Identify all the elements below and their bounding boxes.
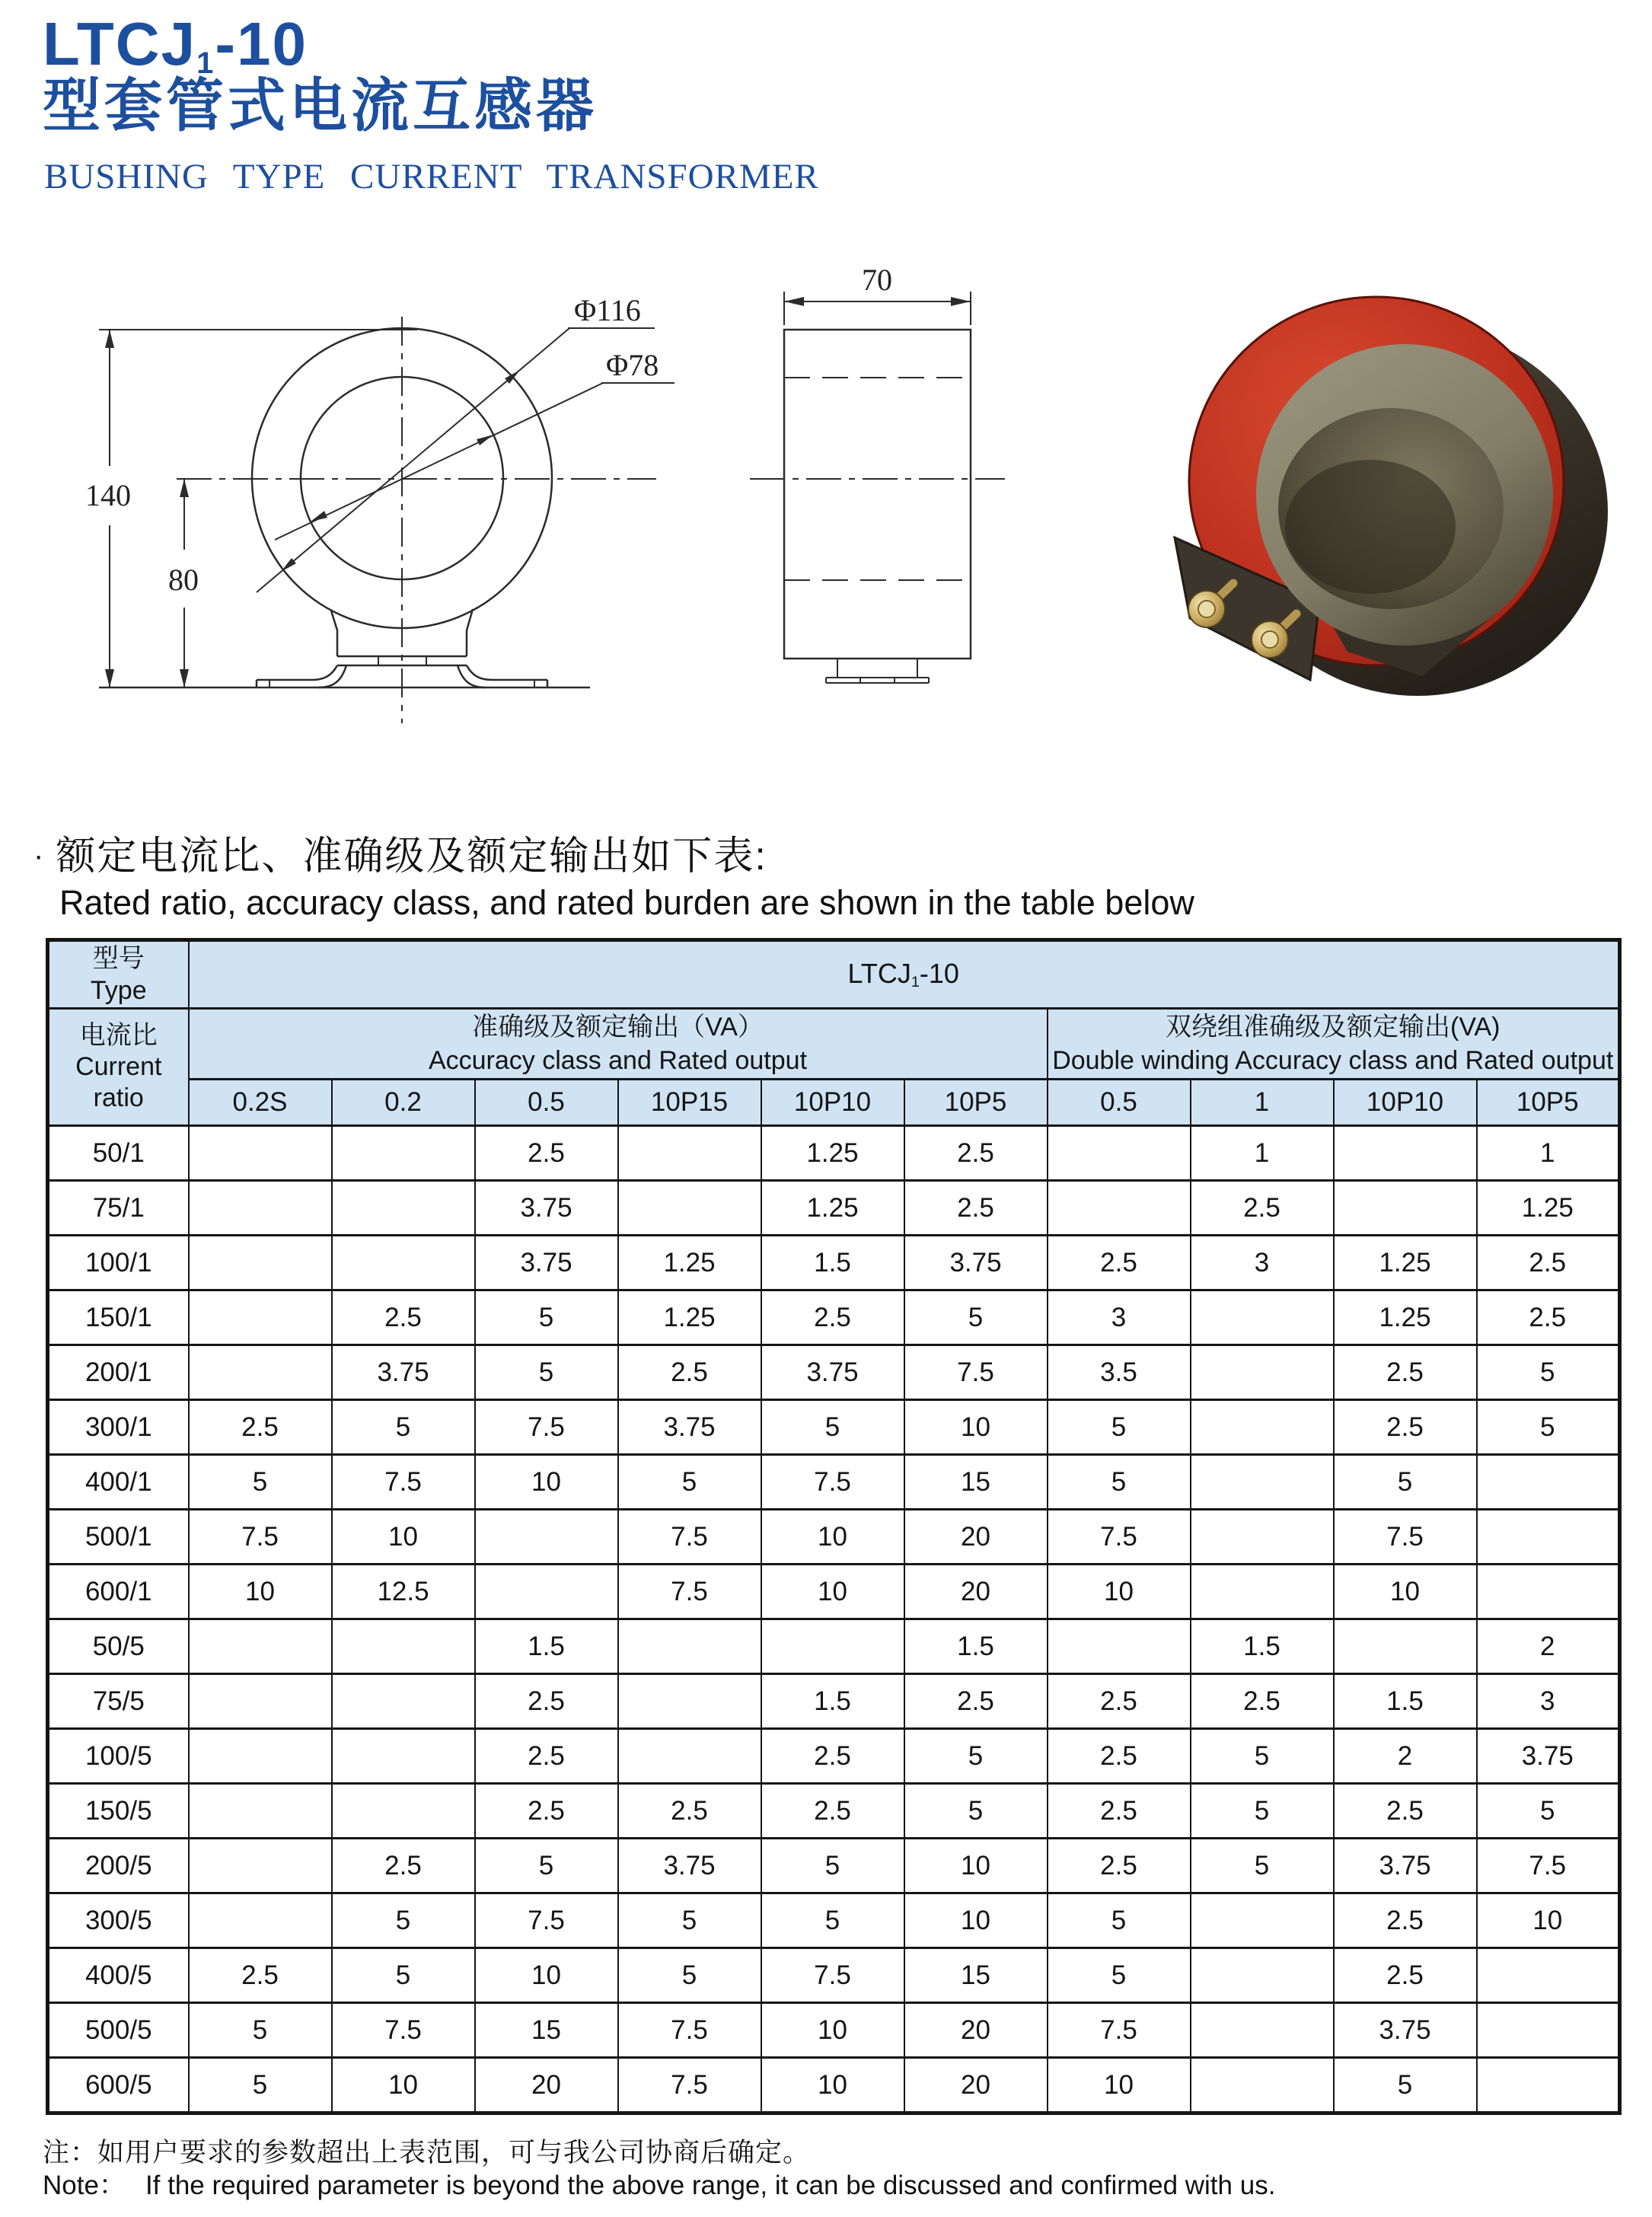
dim-label-phi78: Φ78 (606, 348, 659, 382)
burden-value-cell (1191, 1565, 1334, 1619)
burden-value-cell: 10 (1334, 1565, 1477, 1619)
burden-value-cell: 1.25 (1477, 1181, 1620, 1236)
dim-label-70: 70 (862, 263, 892, 297)
burden-value-cell (1477, 1455, 1620, 1510)
burden-value-cell: 5 (475, 1290, 618, 1345)
class-label: 1 (1191, 1080, 1334, 1126)
burden-value-cell (189, 1784, 332, 1839)
burden-value-cell: 2.5 (1334, 1345, 1477, 1400)
burden-value-cell: 3.75 (1334, 1839, 1477, 1893)
burden-value-cell (1477, 2058, 1620, 2113)
burden-value-cell: 2.5 (1048, 1839, 1191, 1893)
burden-value-cell (332, 1784, 475, 1839)
burden-value-cell (332, 1181, 475, 1236)
burden-value-cell: 2.5 (1477, 1290, 1620, 1345)
burden-value-cell: 15 (475, 2003, 618, 2058)
model-subscript: 1 (196, 46, 215, 81)
type-header-cell (48, 940, 189, 1009)
current-ratio-cell: 100/5 (48, 1729, 189, 1784)
burden-value-cell: 10 (1048, 1565, 1191, 1619)
burden-value-cell (1191, 1455, 1334, 1510)
class-label: 10P15 (618, 1080, 761, 1126)
table-row (48, 1181, 1620, 1236)
technical-drawing-canvas (0, 0, 1652, 807)
model-suffix: -10 (919, 958, 959, 990)
dim-label-140: 140 (85, 478, 131, 512)
burden-value-cell: 2.5 (1048, 1674, 1191, 1729)
burden-value-cell: 20 (904, 2058, 1048, 2113)
burden-value-cell: 5 (332, 1948, 475, 2003)
burden-value-cell (618, 1619, 761, 1674)
burden-value-cell (475, 1565, 618, 1619)
burden-value-cell: 1.25 (761, 1181, 904, 1236)
burden-value-cell (1477, 2003, 1620, 2058)
burden-value-cell: 5 (1334, 1455, 1477, 1510)
current-ratio-cell: 150/5 (48, 1784, 189, 1839)
table-row (48, 1619, 1620, 1674)
burden-value-cell: 5 (475, 1345, 618, 1400)
burden-value-cell: 2.5 (1334, 1400, 1477, 1455)
model-subscript: 1 (911, 973, 920, 990)
burden-value-cell: 2.5 (761, 1729, 904, 1784)
burden-value-cell: 5 (904, 1290, 1048, 1345)
burden-value-cell: 5 (1048, 1400, 1191, 1455)
burden-value-cell: 2.5 (1334, 1948, 1477, 2003)
burden-value-cell (618, 1181, 761, 1236)
burden-value-cell (1048, 1619, 1191, 1674)
burden-value-cell: 5 (1191, 1839, 1334, 1893)
burden-value-cell: 5 (1334, 2058, 1477, 2113)
burden-value-cell: 1.5 (1191, 1619, 1334, 1674)
double-winding-group-header (1048, 1009, 1620, 1080)
burden-value-cell (1048, 1181, 1191, 1236)
table-row (48, 1510, 1620, 1565)
burden-value-cell: 20 (904, 1510, 1048, 1565)
burden-value-cell (1191, 1345, 1334, 1400)
burden-value-cell: 3.75 (475, 1181, 618, 1236)
burden-value-cell: 5 (618, 1455, 761, 1510)
burden-value-cell: 7.5 (1048, 2003, 1191, 2058)
dim-label-80: 80 (168, 563, 199, 597)
burden-value-cell (332, 1619, 475, 1674)
current-ratio-cell: 500/1 (48, 1510, 189, 1565)
table-row (48, 1126, 1620, 1181)
burden-value-cell: 2.5 (1334, 1893, 1477, 1948)
table-row (48, 2003, 1620, 2058)
burden-value-cell: 5 (1477, 1784, 1620, 1839)
burden-value-cell: 3.75 (1334, 2003, 1477, 2058)
burden-value-cell: 2.5 (332, 1839, 475, 1893)
burden-value-cell: 7.5 (1477, 1839, 1620, 1893)
current-ratio-cell: 400/5 (48, 1948, 189, 2003)
section-heading-cn-text: 额定电流比、准确级及额定输出如下表: (56, 834, 767, 879)
burden-value-cell: 10 (1048, 2058, 1191, 2113)
burden-value-cell: 5 (1048, 1893, 1191, 1948)
burden-value-cell: 2.5 (1191, 1181, 1334, 1236)
burden-value-cell: 10 (761, 2003, 904, 2058)
burden-value-cell: 7.5 (332, 1455, 475, 1510)
section-heading-en: Rated ratio, accuracy class, and rated burden are shown in the table below (59, 883, 1194, 922)
burden-value-cell: 7.5 (1048, 1510, 1191, 1565)
burden-value-cell: 1.25 (1334, 1290, 1477, 1345)
table-row (48, 1839, 1620, 1893)
model-suffix: -10 (215, 10, 308, 78)
burden-value-cell: 2.5 (1048, 1784, 1191, 1839)
burden-value-cell (189, 1345, 332, 1400)
burden-value-cell: 3 (1477, 1674, 1620, 1729)
burden-value-cell: 2.5 (475, 1784, 618, 1839)
burden-value-cell: 2.5 (761, 1784, 904, 1839)
note-english-label: Note： (43, 2171, 126, 2200)
burden-value-cell: 7.5 (618, 1565, 761, 1619)
burden-value-cell (1191, 1893, 1334, 1948)
group2-label-en: Double winding Accuracy class and Rated output (1052, 1046, 1614, 1075)
burden-value-cell: 5 (332, 1893, 475, 1948)
burden-value-cell: 3.75 (618, 1839, 761, 1893)
burden-value-cell: 5 (1048, 1948, 1191, 2003)
burden-value-cell: 2.5 (475, 1729, 618, 1784)
burden-value-cell: 1.5 (904, 1619, 1048, 1674)
current-ratio-cell: 150/1 (48, 1290, 189, 1345)
section-heading-cn (33, 824, 767, 881)
note-english-text: If the required parameter is beyond the above range, it can be discussed and confirmed with us. (145, 2171, 1276, 2200)
burden-value-cell (189, 1619, 332, 1674)
burden-value-cell (1191, 1290, 1334, 1345)
table-row (48, 1674, 1620, 1729)
screw-head-1 (1198, 601, 1215, 617)
ratio-label-en2: ratio (93, 1083, 144, 1112)
burden-value-cell: 7.5 (761, 1948, 904, 2003)
burden-value-cell: 10 (904, 1839, 1048, 1893)
burden-value-cell: 7.5 (761, 1455, 904, 1510)
burden-value-cell: 5 (332, 1400, 475, 1455)
burden-value-cell (618, 1674, 761, 1729)
current-ratio-header-cell (48, 1009, 189, 1126)
burden-value-cell: 3.75 (475, 1236, 618, 1290)
group1-label-cn: 准确级及额定输出（VA） (472, 1012, 764, 1042)
burden-value-cell (1191, 1510, 1334, 1565)
burden-value-cell: 3.75 (904, 1236, 1048, 1290)
burden-value-cell: 7.5 (332, 2003, 475, 2058)
burden-value-cell: 2.5 (1048, 1729, 1191, 1784)
dim-label-phi116: Φ116 (574, 293, 641, 327)
current-ratio-cell: 400/1 (48, 1455, 189, 1510)
burden-value-cell (189, 1236, 332, 1290)
burden-value-cell: 5 (904, 1784, 1048, 1839)
burden-value-cell: 3.75 (332, 1345, 475, 1400)
burden-value-cell: 2.5 (189, 1948, 332, 2003)
burden-value-cell (1477, 1948, 1620, 2003)
burden-value-cell (475, 1510, 618, 1565)
current-ratio-cell: 50/1 (48, 1126, 189, 1181)
side-view-drawing (750, 263, 1005, 683)
burden-value-cell: 7.5 (475, 1400, 618, 1455)
product-photo (1175, 297, 1608, 696)
burden-value-cell: 7.5 (1334, 1510, 1477, 1565)
burden-value-cell: 2.5 (1191, 1674, 1334, 1729)
table-row (48, 1290, 1620, 1345)
table-row (48, 1236, 1620, 1290)
current-ratio-cell: 600/5 (48, 2058, 189, 2113)
burden-value-cell (1334, 1126, 1477, 1181)
burden-value-cell: 1.25 (618, 1236, 761, 1290)
burden-value-cell: 10 (761, 1565, 904, 1619)
burden-value-cell: 5 (1477, 1345, 1620, 1400)
class-label: 10P10 (761, 1080, 904, 1126)
bore-shadow (1285, 460, 1456, 594)
burden-value-cell: 2 (1334, 1729, 1477, 1784)
model-header-cell (189, 940, 1620, 1009)
current-ratio-cell: 50/5 (48, 1619, 189, 1674)
class-label: 0.2 (332, 1080, 475, 1126)
burden-value-cell: 2.5 (618, 1784, 761, 1839)
note-english (43, 2164, 1275, 2203)
burden-value-cell (189, 1290, 332, 1345)
burden-value-cell (618, 1126, 761, 1181)
page-title-english: BUSHING TYPE CURRENT TRANSFORMER (44, 157, 819, 196)
burden-value-cell (1191, 1400, 1334, 1455)
burden-value-cell: 1.25 (1334, 1236, 1477, 1290)
burden-value-cell (189, 1674, 332, 1729)
class-label: 0.5 (475, 1080, 618, 1126)
burden-value-cell: 1.5 (475, 1619, 618, 1674)
burden-value-cell: 1.5 (1334, 1674, 1477, 1729)
table-body (48, 1126, 1620, 2113)
burden-value-cell: 10 (904, 1893, 1048, 1948)
burden-value-cell: 5 (1191, 1729, 1334, 1784)
table-row (48, 1345, 1620, 1400)
burden-value-cell: 3.75 (761, 1345, 904, 1400)
burden-value-cell: 7.5 (189, 1510, 332, 1565)
burden-value-cell (1477, 1510, 1620, 1565)
burden-value-cell: 1 (1477, 1126, 1620, 1181)
ratings-table-header (48, 940, 1620, 1126)
burden-value-cell (1477, 1565, 1620, 1619)
front-view-drawing (85, 293, 675, 723)
table-row (48, 1565, 1620, 1619)
burden-value-cell (189, 1839, 332, 1893)
type-label-en: Type (90, 976, 147, 1005)
group1-label-en: Accuracy class and Rated output (428, 1046, 808, 1075)
burden-value-cell: 5 (1477, 1400, 1620, 1455)
burden-value-cell: 2.5 (618, 1345, 761, 1400)
burden-value-cell: 10 (904, 1400, 1048, 1455)
class-label: 0.5 (1048, 1080, 1191, 1126)
burden-value-cell: 3.5 (1048, 1345, 1191, 1400)
table-row (48, 2058, 1620, 2113)
burden-value-cell: 10 (475, 1948, 618, 2003)
burden-value-cell: 15 (904, 1948, 1048, 2003)
current-ratio-cell: 75/1 (48, 1181, 189, 1236)
burden-value-cell: 5 (904, 1729, 1048, 1784)
burden-value-cell (332, 1236, 475, 1290)
burden-value-cell: 5 (618, 1948, 761, 2003)
burden-value-cell (1191, 2058, 1334, 2113)
burden-value-cell: 5 (761, 1400, 904, 1455)
burden-value-cell: 2.5 (189, 1400, 332, 1455)
current-ratio-cell: 300/5 (48, 1893, 189, 1948)
burden-value-cell: 1.25 (618, 1290, 761, 1345)
burden-value-cell: 2.5 (904, 1181, 1048, 1236)
current-ratio-cell: 600/1 (48, 1565, 189, 1619)
burden-value-cell (189, 1729, 332, 1784)
burden-value-cell: 2.5 (1334, 1784, 1477, 1839)
burden-value-cell: 7.5 (618, 2003, 761, 2058)
burden-value-cell: 2.5 (904, 1126, 1048, 1181)
burden-value-cell: 5 (618, 1893, 761, 1948)
burden-value-cell: 2.5 (475, 1674, 618, 1729)
table-row (48, 1400, 1620, 1455)
table-row (48, 1784, 1620, 1839)
burden-value-cell: 5 (189, 2003, 332, 2058)
burden-value-cell (189, 1181, 332, 1236)
burden-value-cell: 1.5 (761, 1236, 904, 1290)
burden-value-cell: 2.5 (1048, 1236, 1191, 1290)
burden-value-cell: 3 (1048, 1290, 1191, 1345)
table-row (48, 1729, 1620, 1784)
burden-value-cell: 20 (904, 2003, 1048, 2058)
burden-value-cell (761, 1619, 904, 1674)
model-prefix: LTCJ (43, 10, 197, 78)
type-label-cn: 型号 (92, 943, 145, 973)
ratio-label-cn: 电流比 (79, 1021, 158, 1051)
burden-value-cell (332, 1729, 475, 1784)
ratio-label-en1: Current (75, 1052, 162, 1082)
burden-value-cell (1191, 1948, 1334, 2003)
table-row (48, 1455, 1620, 1510)
burden-value-cell: 20 (475, 2058, 618, 2113)
burden-value-cell: 1.5 (761, 1674, 904, 1729)
burden-value-cell (189, 1126, 332, 1181)
class-label: 0.2S (189, 1080, 332, 1126)
burden-value-cell: 10 (332, 1510, 475, 1565)
class-label: 10P5 (1477, 1080, 1620, 1126)
burden-value-cell (618, 1729, 761, 1784)
burden-value-cell (332, 1674, 475, 1729)
burden-value-cell (332, 1126, 475, 1181)
current-ratio-cell: 200/1 (48, 1345, 189, 1400)
burden-value-cell: 2.5 (475, 1126, 618, 1181)
note-chinese: 注：如用户要求的参数超出上表范围，可与我公司协商后确定。 (43, 2138, 811, 2168)
group2-label-cn: 双绕组准确级及额定输出(VA) (1166, 1012, 1501, 1042)
bullet-dot: · (33, 839, 46, 873)
burden-value-cell: 5 (475, 1839, 618, 1893)
page-title-chinese: 型套管式电流互感器 (43, 74, 598, 139)
accuracy-class-row (48, 1080, 1620, 1126)
burden-value-cell (1191, 2003, 1334, 2058)
class-label: 10P5 (904, 1080, 1048, 1126)
current-ratio-cell: 200/5 (48, 1839, 189, 1893)
burden-value-cell: 10 (761, 2058, 904, 2113)
table-row (48, 1948, 1620, 2003)
burden-value-cell: 5 (1048, 1455, 1191, 1510)
burden-value-cell (1048, 1126, 1191, 1181)
burden-value-cell: 20 (904, 1565, 1048, 1619)
burden-value-cell: 5 (1191, 1784, 1334, 1839)
model-prefix: LTCJ (847, 958, 911, 990)
screw-head-2 (1261, 631, 1278, 648)
burden-value-cell: 3.75 (618, 1400, 761, 1455)
ratings-table (46, 938, 1622, 2115)
burden-value-cell: 10 (332, 2058, 475, 2113)
current-ratio-cell: 500/5 (48, 2003, 189, 2058)
burden-value-cell: 2.5 (904, 1674, 1048, 1729)
burden-value-cell: 5 (761, 1893, 904, 1948)
burden-value-cell: 10 (475, 1455, 618, 1510)
burden-value-cell: 1.25 (761, 1126, 904, 1181)
burden-value-cell: 5 (189, 1455, 332, 1510)
burden-value-cell (1334, 1181, 1477, 1236)
burden-value-cell (1334, 1619, 1477, 1674)
burden-value-cell: 7.5 (475, 1893, 618, 1948)
class-label: 10P10 (1334, 1080, 1477, 1126)
burden-value-cell: 12.5 (332, 1565, 475, 1619)
burden-value-cell: 7.5 (904, 1345, 1048, 1400)
burden-value-cell (189, 1893, 332, 1948)
current-ratio-cell: 300/1 (48, 1400, 189, 1455)
table-row (48, 1893, 1620, 1948)
burden-value-cell: 10 (761, 1510, 904, 1565)
current-ratio-cell: 75/5 (48, 1674, 189, 1729)
burden-value-cell: 15 (904, 1455, 1048, 1510)
burden-value-cell: 5 (189, 2058, 332, 2113)
burden-value-cell: 10 (1477, 1893, 1620, 1948)
burden-value-cell: 2 (1477, 1619, 1620, 1674)
burden-value-cell: 7.5 (618, 2058, 761, 2113)
burden-value-cell: 5 (761, 1839, 904, 1893)
current-ratio-cell: 100/1 (48, 1236, 189, 1290)
burden-value-cell: 1 (1191, 1126, 1334, 1181)
burden-value-cell: 2.5 (332, 1290, 475, 1345)
burden-value-cell: 7.5 (618, 1510, 761, 1565)
burden-value-cell: 3 (1191, 1236, 1334, 1290)
burden-value-cell: 3.75 (1477, 1729, 1620, 1784)
burden-value-cell: 2.5 (1477, 1236, 1620, 1290)
single-winding-group-header (189, 1009, 1048, 1080)
burden-value-cell: 2.5 (761, 1290, 904, 1345)
burden-value-cell: 10 (189, 1565, 332, 1619)
